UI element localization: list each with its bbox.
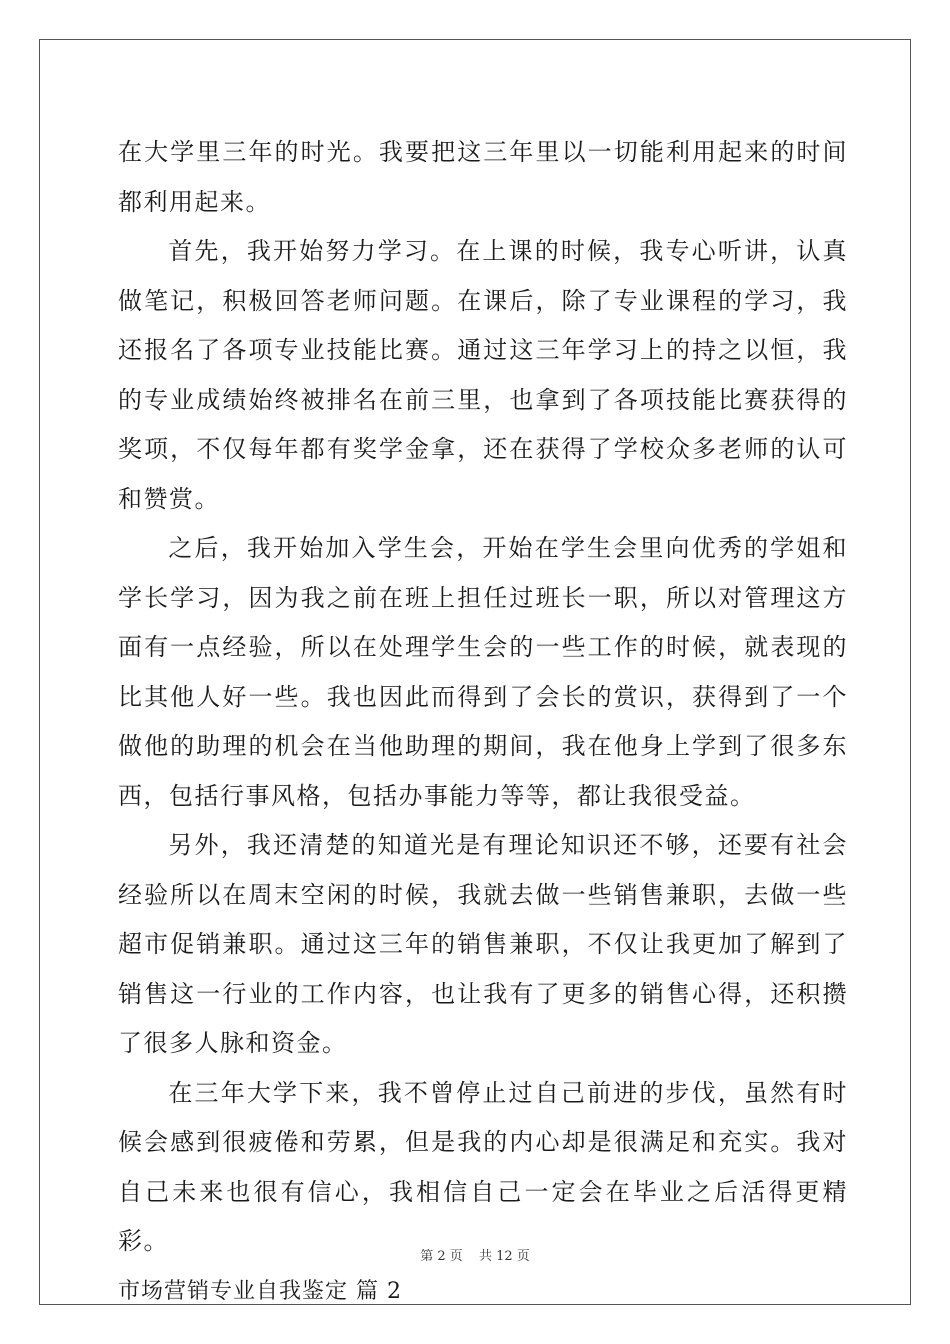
paragraph: 之后，我开始加入学生会，开始在学生会里向优秀的学姐和学长学习，因为我之前在班上担任过班长一职，所以对管理这方面有一点经验，所以在处理学生会的一些工作的时候，就表现的比其他人好一些。我也因此而得到了会长的赏识，获得到了一个做他的助理的机会在当他助理的期间，我在他身上学到了很多东西，包括行事风格，包括办事能力等等，都让我很受益。 xyxy=(118,534,848,810)
paragraph: 在三年大学下来，我不曾停止过自己前进的步伐，虽然有时候会感到很疲倦和劳累，但是我的内心却是很满足和充实。我对自己未来也很有信心，我相信自己一定会在毕业之后活得更精彩。 xyxy=(118,1078,848,1255)
paragraph: 在大学里三年的时光。我要把这三年里以一切能利用起来的时间都利用起来。 xyxy=(118,138,848,216)
paragraph: 另外，我还清楚的知道光是有理论知识还不够，还要有社会经验所以在周末空闲的时候，我就去做一些销售兼职，去做一些超市促销兼职。通过这三年的销售兼职，不仅让我更加了解到了销售这一行业的工作内容，也让我有了更多的销售心得，还积攒了很多人脉和资金。 xyxy=(118,831,848,1057)
paragraph: 首先，我开始努力学习。在上课的时候，我专心听讲，认真做笔记，积极回答老师问题。在课后，除了专业课程的学习，我还报名了各项专业技能比赛。通过这三年学习上的持之以恒，我的专业成绩始终被排名在前三里，也拿到了各项技能比赛获得的奖项，不仅每年都有奖学金拿，还在获得了学校众多老师的认可和赞赏。 xyxy=(118,237,848,513)
page-total: 共 12 页 xyxy=(478,1249,530,1264)
document-body xyxy=(118,128,848,1316)
page-footer xyxy=(0,1248,950,1266)
section-heading: 市场营销专业自我鉴定 篇 2 xyxy=(118,1278,402,1304)
page-number: 第 2 页 xyxy=(420,1249,463,1264)
